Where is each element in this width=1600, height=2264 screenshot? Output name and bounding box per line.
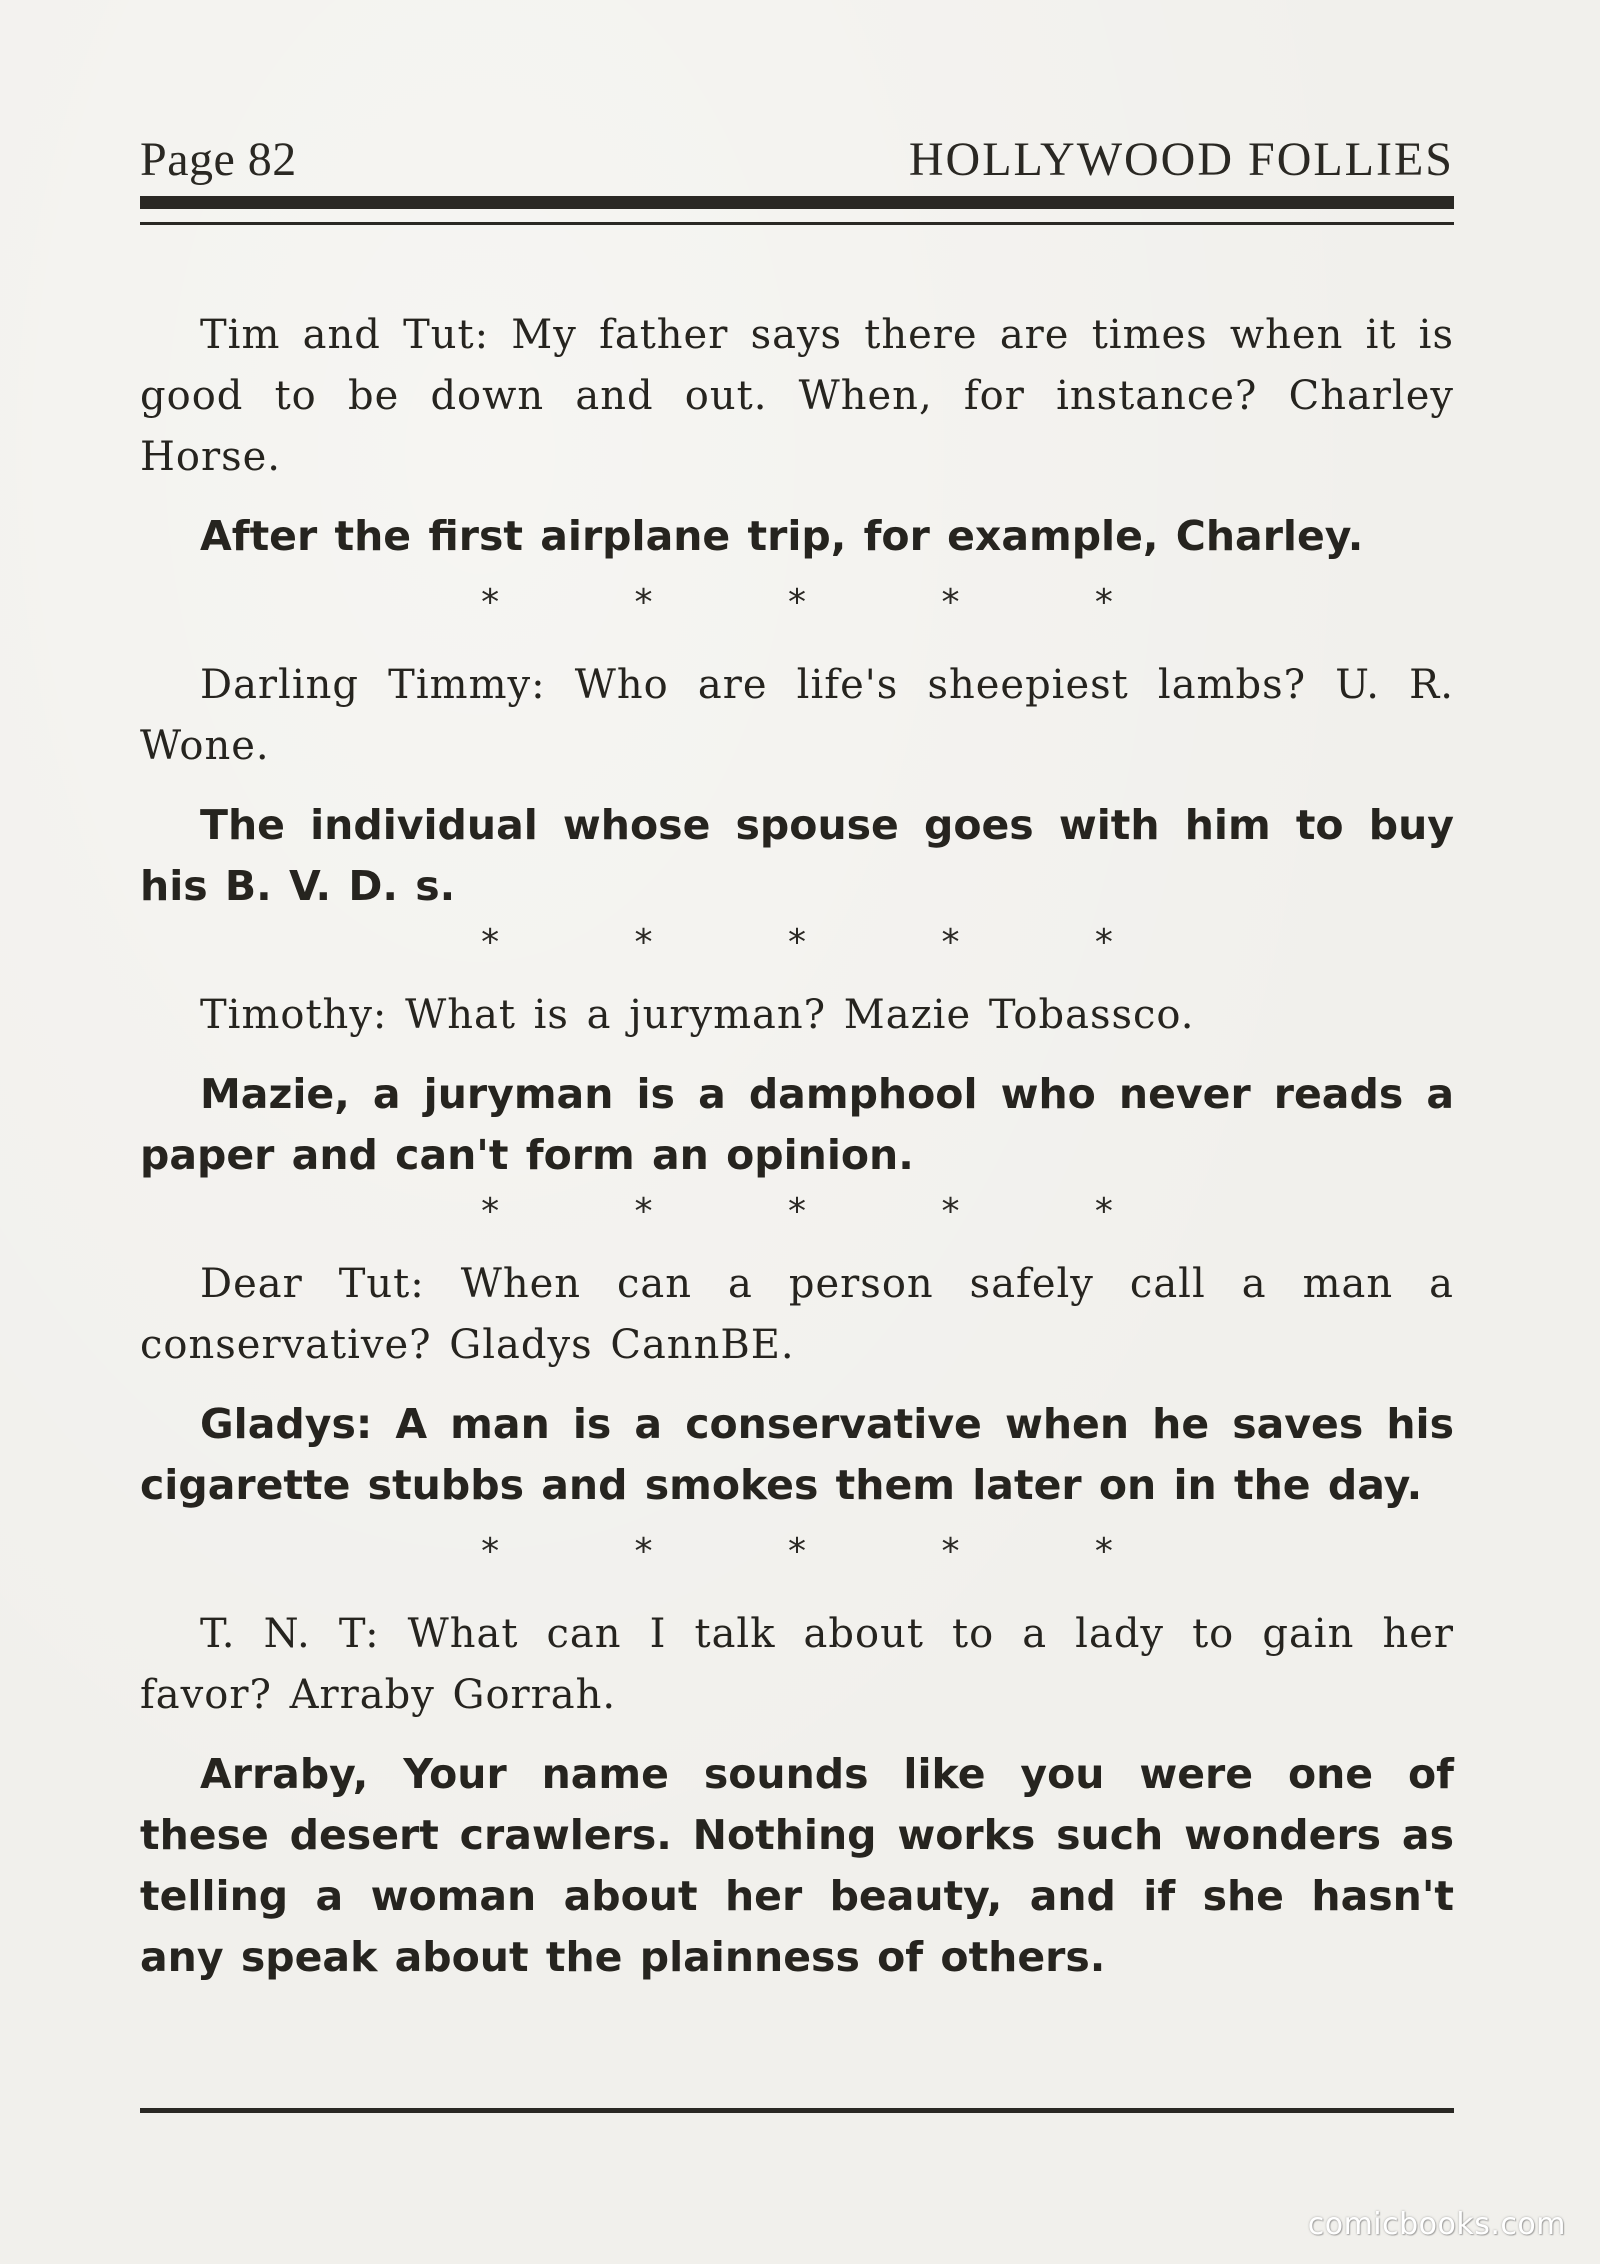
- page-number: Page 82: [140, 133, 297, 186]
- footer-rule: [140, 2108, 1454, 2113]
- asterism-separator: * * * * *: [481, 1191, 1175, 1232]
- answer-1: After the first airplane trip, for example, Charley.: [200, 512, 1364, 560]
- running-title: HOLLYWOOD FOLLIES: [908, 133, 1454, 186]
- question-4: Dear Tut: When can a person safely call a man a conservative? Gladys CannBE.: [140, 1261, 1454, 1368]
- asterism-separator: * * * * *: [481, 582, 1175, 623]
- question-2: Darling Timmy: Who are life's sheepiest lambs? U. R. Wone.: [140, 662, 1454, 769]
- qa-column: [140, 305, 1454, 1988]
- watermark: comicbooks.com: [1307, 2207, 1566, 2242]
- question-3: Timothy: What is a juryman? Mazie Tobassco.: [200, 992, 1195, 1038]
- answer-5: Arraby, Your name sounds like you were one of these desert crawlers. Nothing works such wonders as telling a woman about her beauty, and if she hasn't any speak about the plainness of others.: [140, 1750, 1454, 1981]
- header-rule-thick: [140, 196, 1454, 209]
- header-rule-thin: [140, 222, 1454, 225]
- asterism-separator: * * * * *: [481, 922, 1175, 963]
- asterism-separator: * * * * *: [481, 1531, 1175, 1572]
- answer-2: The individual whose spouse goes with him to buy his B. V. D. s.: [140, 801, 1454, 910]
- answer-4: Gladys: A man is a conservative when he saves his cigarette stubbs and smokes them later on in the day.: [140, 1400, 1454, 1509]
- answer-3: Mazie, a juryman is a damphool who never reads a paper and can't form an opinion.: [140, 1070, 1454, 1179]
- question-1: Tim and Tut: My father says there are times when it is good to be down and out. When, for instance? Charley Horse.: [140, 312, 1454, 480]
- page-header: [140, 132, 1454, 188]
- question-5: T. N. T: What can I talk about to a lady to gain her favor? Arraby Gorrah.: [140, 1611, 1454, 1718]
